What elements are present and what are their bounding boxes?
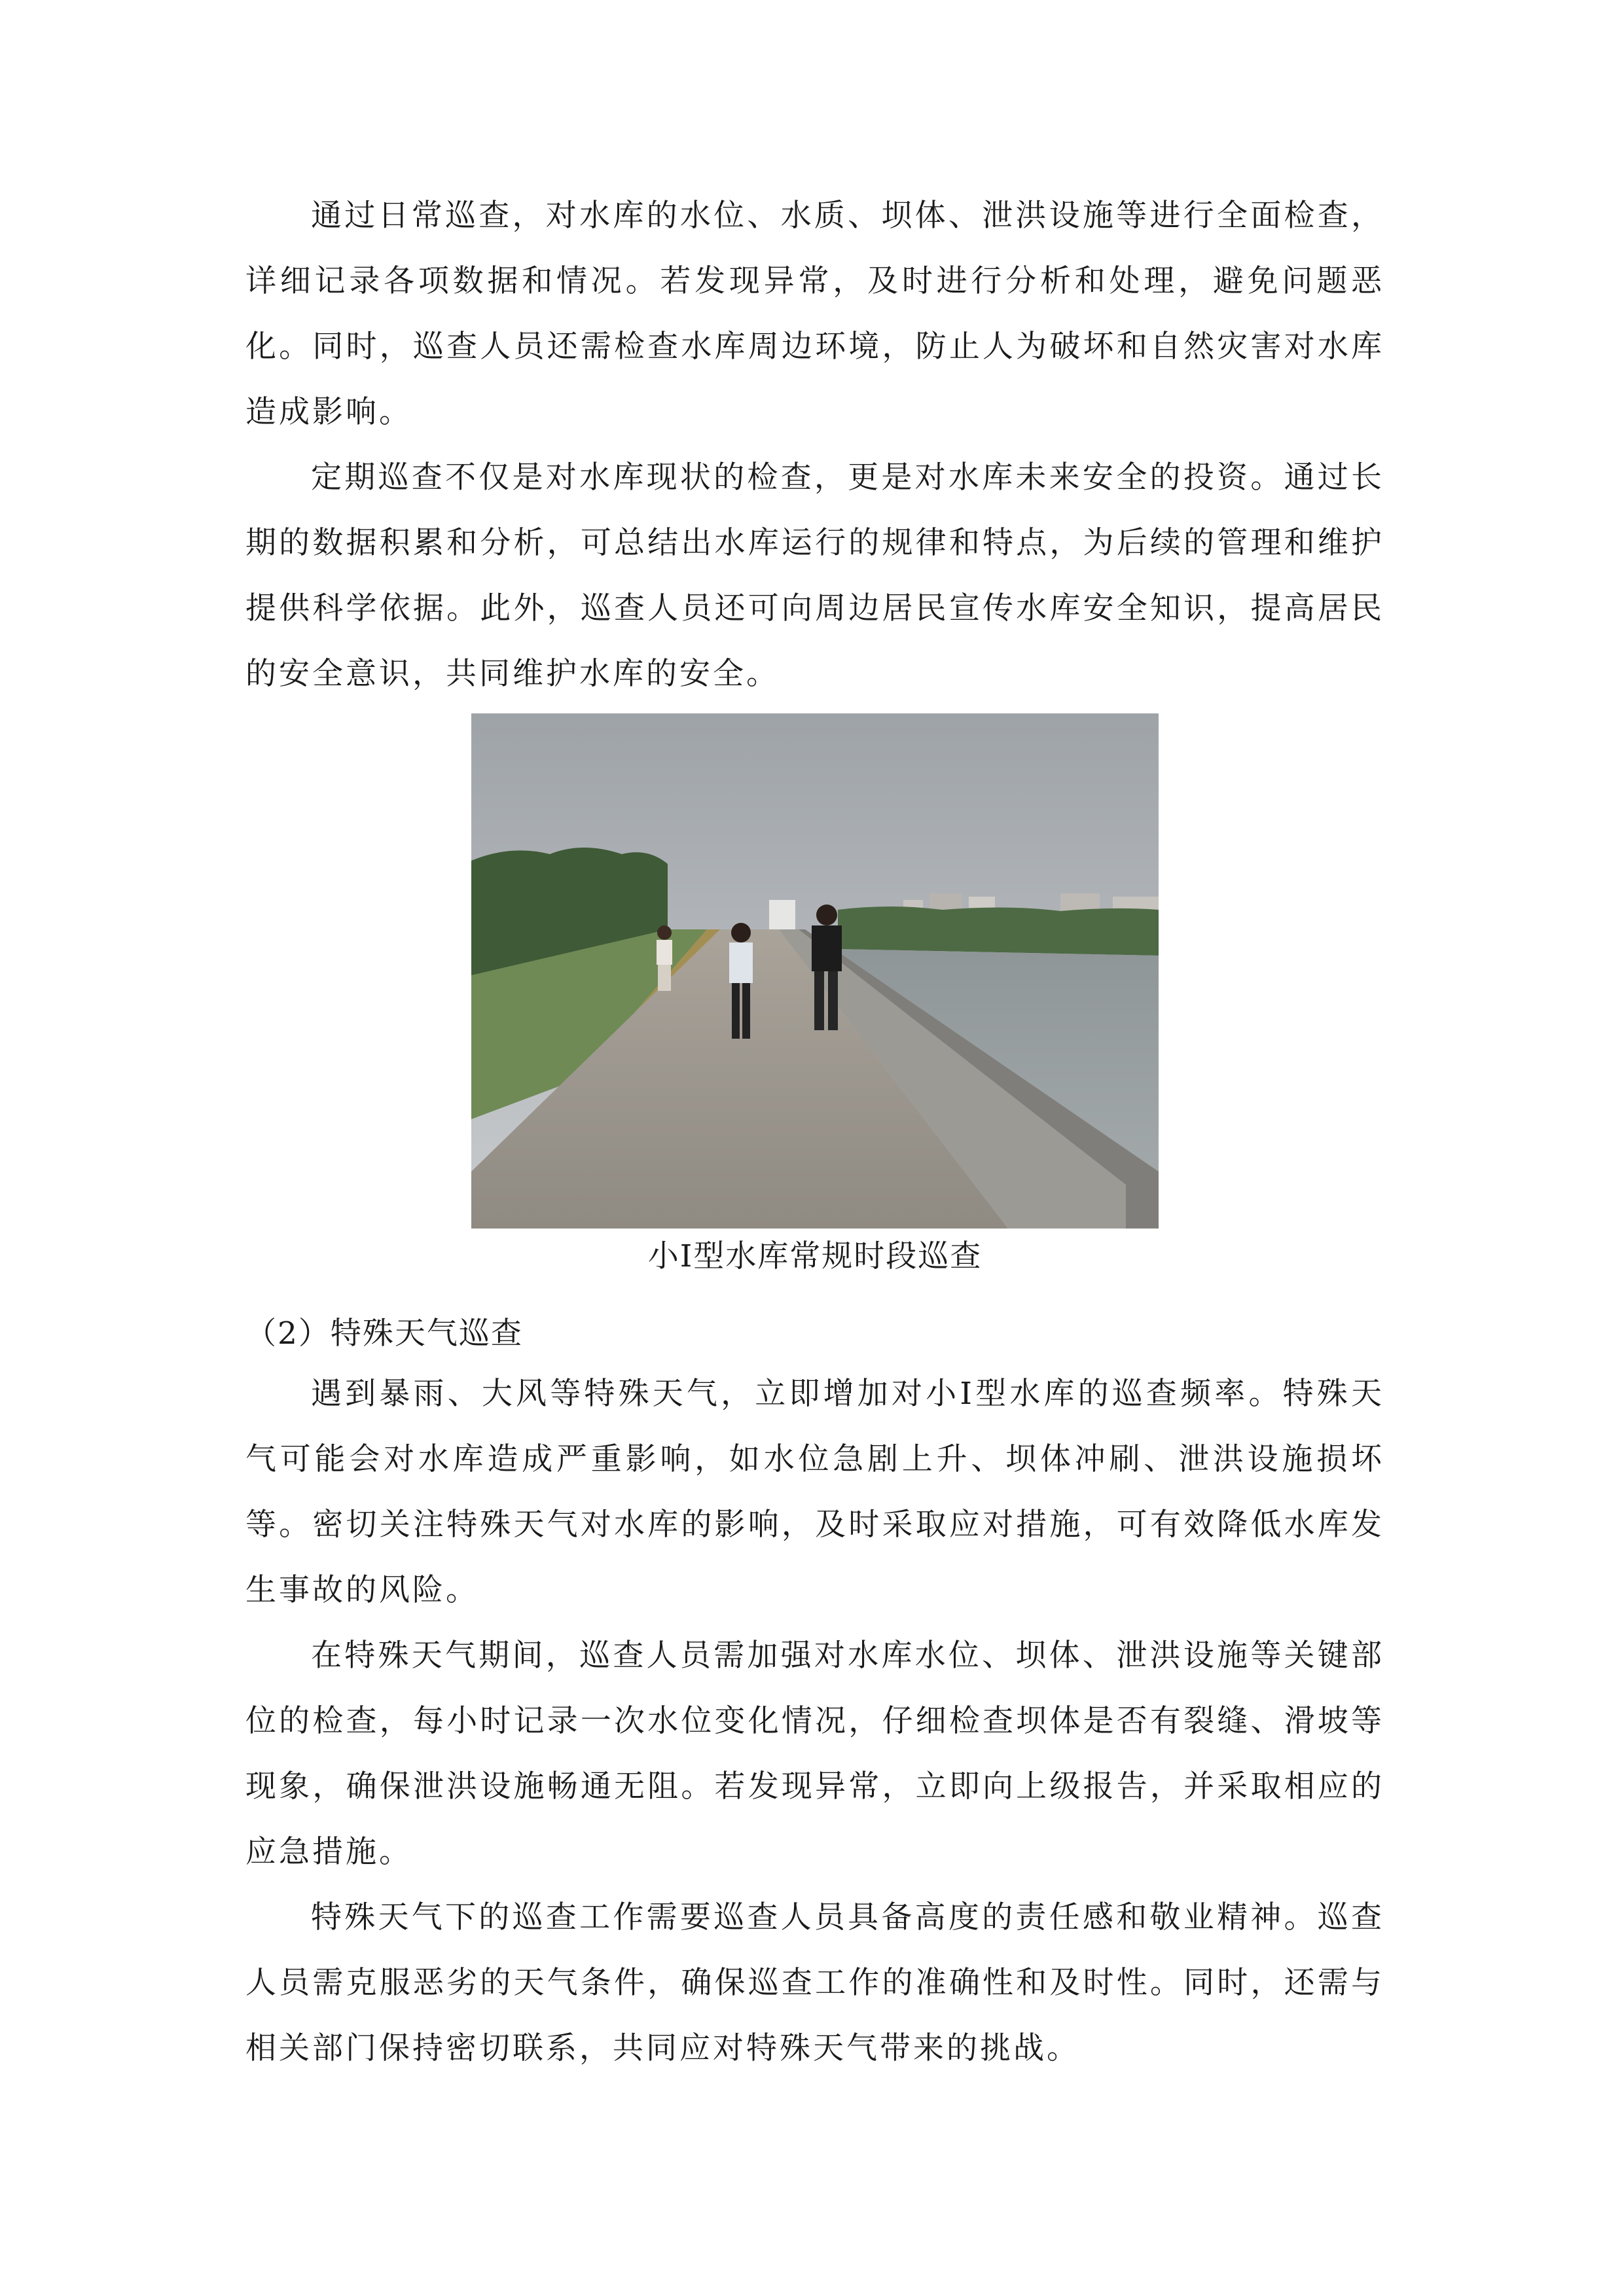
reservoir-inspection-photo — [471, 713, 1159, 1229]
paragraph-regular-inspection-value: 定期巡查不仅是对水库现状的检查，更是对水库未来安全的投资。通过长期的数据积累和分析，可总结出水库运行的规律和特点，为后续的管理和维护提供科学依据。此外，巡查人员还可向周边居民宣传水库安全知识，提高居民的安全意识，共同维护水库的安全。 — [245, 459, 1384, 692]
photo-caption: 小Ⅰ型水库常规时段巡查 — [647, 1238, 983, 1274]
paragraph-special-weather-frequency: 遇到暴雨、大风等特殊天气，立即增加对小Ⅰ型水库的巡查频率。特殊天气可能会对水库造成严重影响，如水位急剧上升、坝体冲刷、泄洪设施损坏等。密切关注特殊天气对水库的影响，及时采取应对措施，可有效降低水库发生事故的风险。 — [245, 1376, 1384, 1608]
paragraph-daily-inspection: 通过日常巡查，对水库的水位、水质、坝体、泄洪设施等进行全面检查，详细记录各项数据和情况。若发现异常，及时进行分析和处理，避免问题恶化。同时，巡查人员还需检查水库周边环境，防止人为破坏和自然灾害对水库造成影响。 — [245, 198, 1384, 430]
section-heading-special-weather: （2）特殊天气巡查 — [245, 1316, 523, 1352]
paragraph-responsibility: 特殊天气下的巡查工作需要巡查人员具备高度的责任感和敬业精神。巡查人员需克服恶劣的天气条件，确保巡查工作的准确性和及时性。同时，还需与相关部门保持密切联系，共同应对特殊天气带来的挑战。 — [245, 1899, 1384, 2066]
paragraph-special-weather-checks: 在特殊天气期间，巡查人员需加强对水库水位、坝体、泄洪设施等关键部位的检查，每小时记录一次水位变化情况，仔细检查坝体是否有裂缝、滑坡等现象，确保泄洪设施畅通无阻。若发现异常，立即向上级报告，并采取相应的应急措施。 — [245, 1638, 1384, 1870]
photo-illustration — [471, 713, 1159, 1229]
